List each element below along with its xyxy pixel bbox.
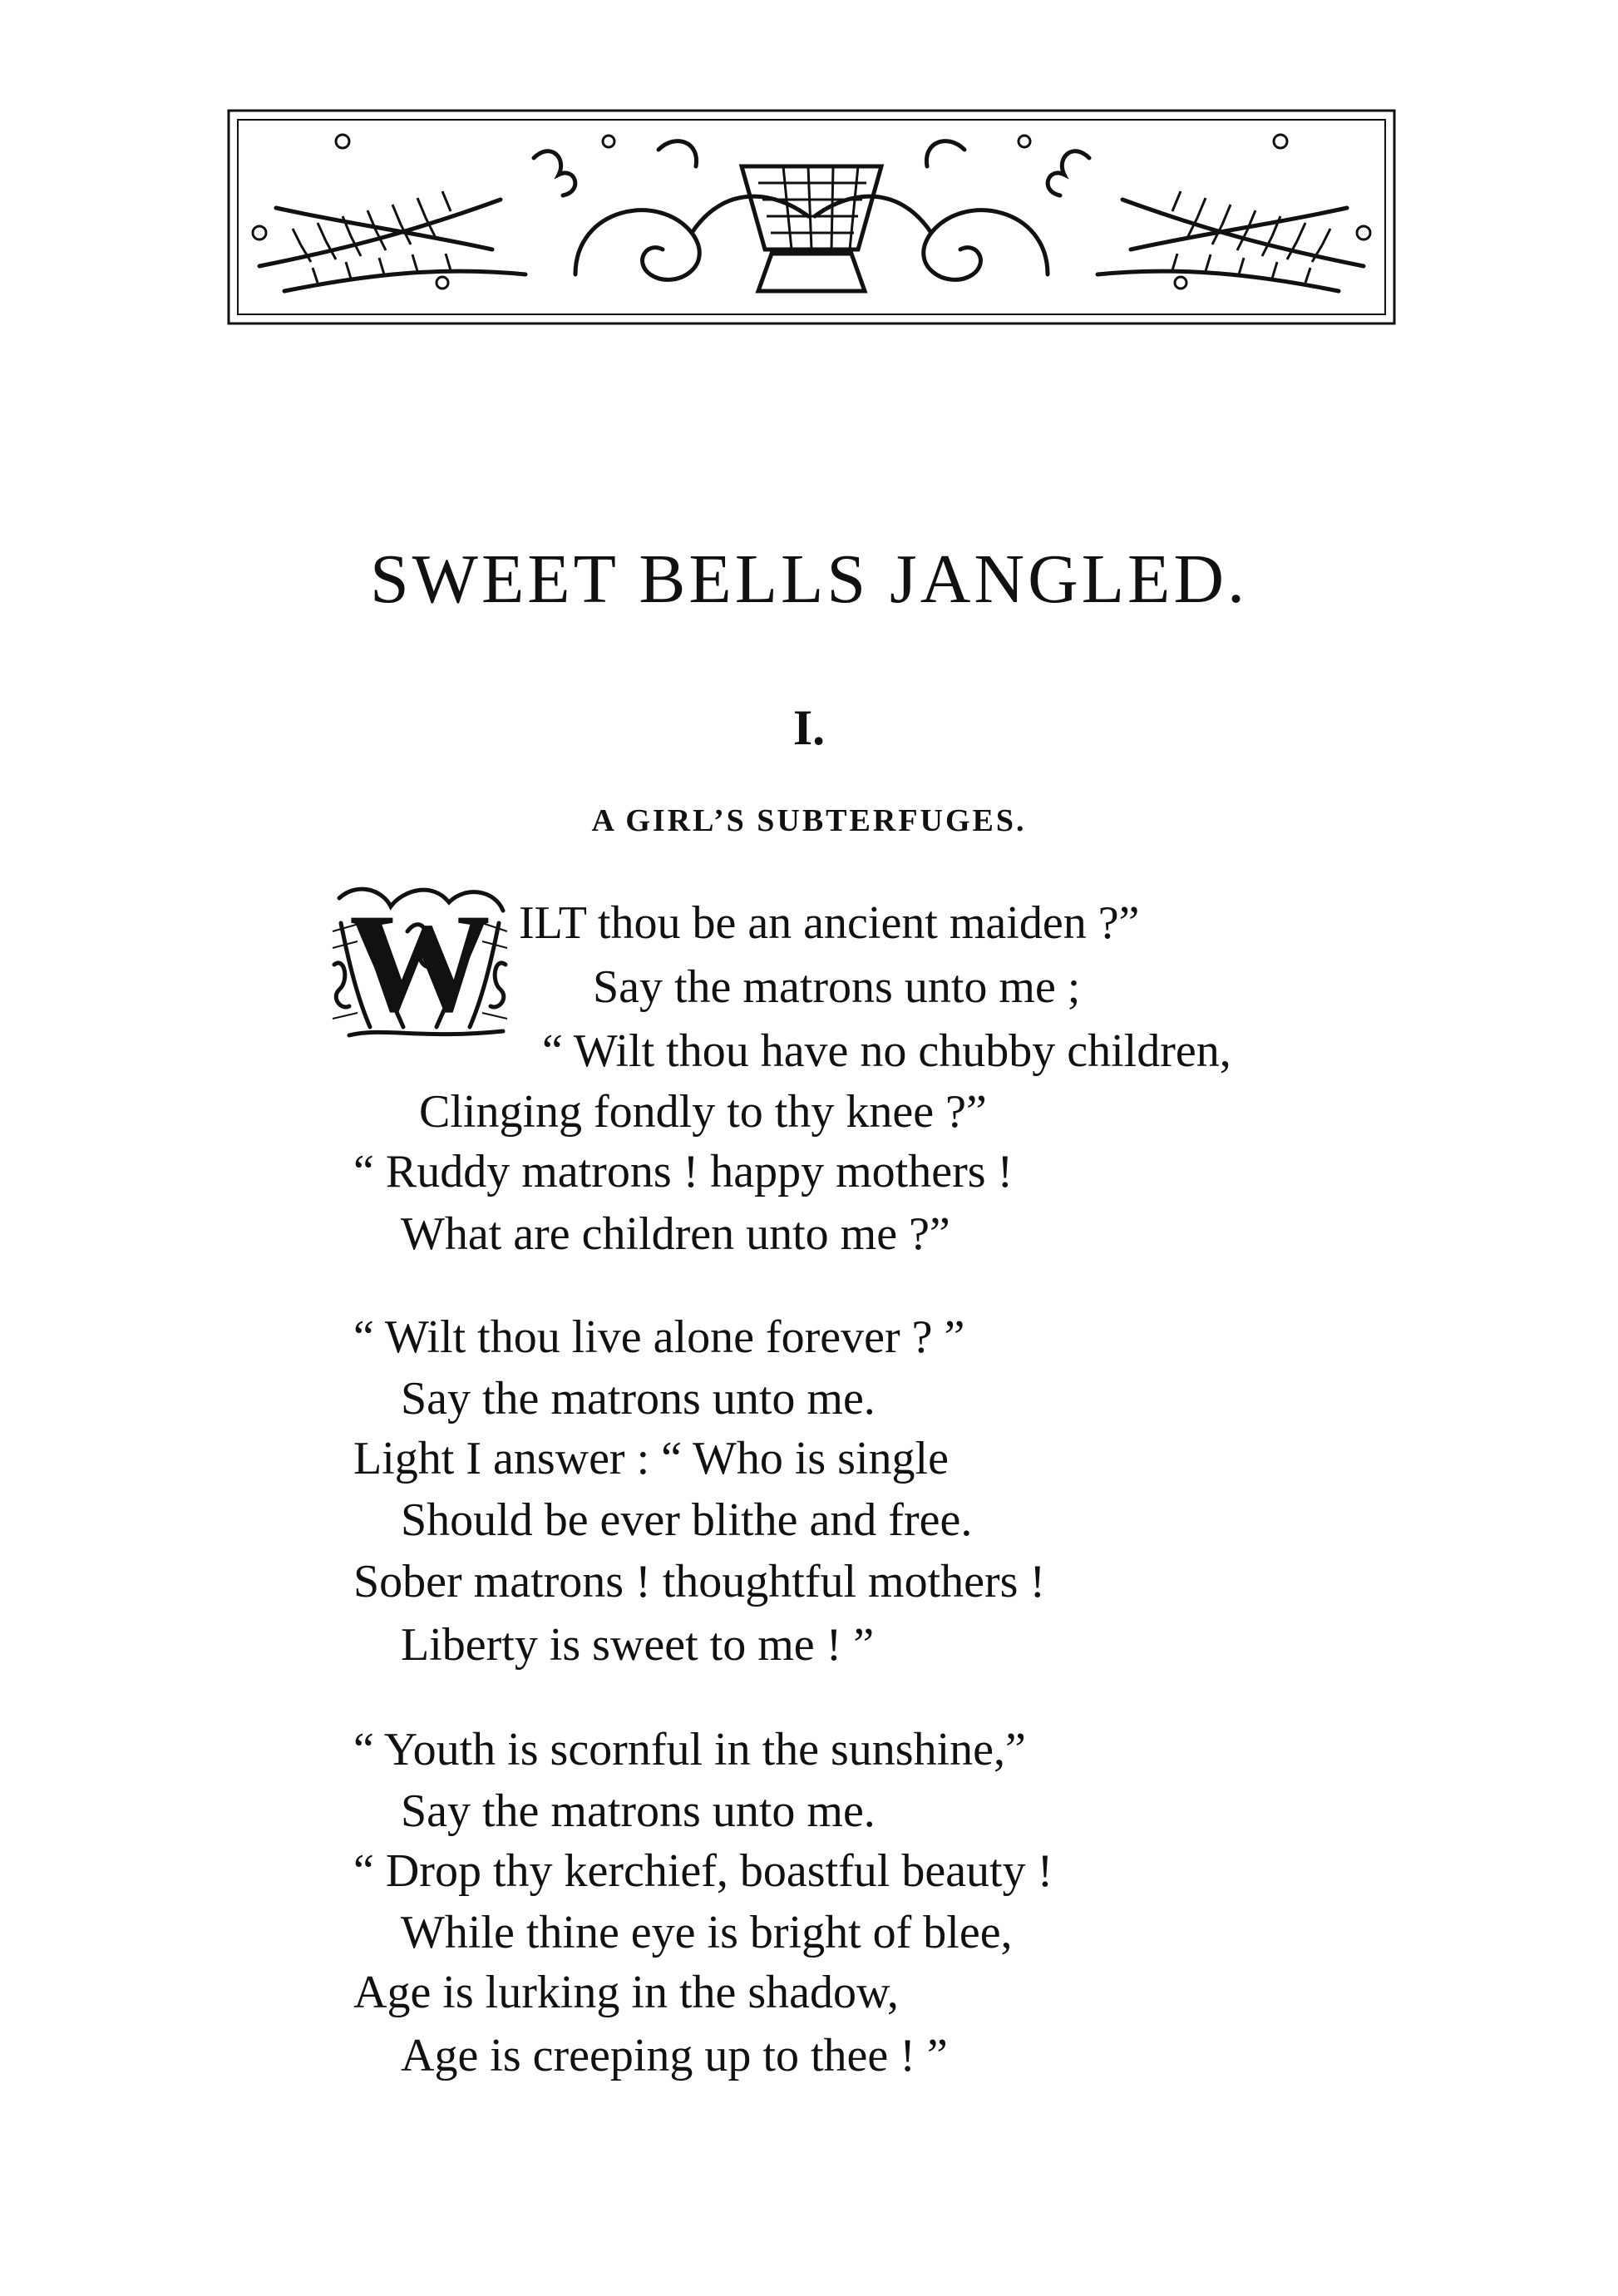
poem-line: Sober matrons ! thoughtful mothers ! xyxy=(353,1556,1046,1607)
poem-line: “ Wilt thou live alone forever ? ” xyxy=(353,1311,965,1363)
poem-line: Should be ever blithe and free. xyxy=(401,1494,973,1546)
poem-line: Say the matrons unto me ; xyxy=(593,961,1081,1013)
poem-line: Age is lurking in the shadow, xyxy=(353,1967,899,2018)
poem-line: “ Youth is scornful in the sunshine,” xyxy=(353,1724,1026,1775)
poem-line: ILT thou be an ancient maiden ?” xyxy=(519,897,1140,949)
poem-line: What are children unto me ?” xyxy=(401,1208,950,1260)
poem-line: “ Wilt thou have no chubby children, xyxy=(542,1025,1231,1077)
poem-line: Clinging fondly to thy knee ?” xyxy=(419,1086,987,1138)
poem-line: Liberty is sweet to me ! ” xyxy=(401,1619,875,1671)
poem-line: Say the matrons unto me. xyxy=(401,1785,876,1837)
poem-line: “ Ruddy matrons ! happy mothers ! xyxy=(353,1146,1014,1197)
poem-line: Light I answer : “ Who is single xyxy=(353,1433,949,1484)
poem-line: While thine eye is bright of blee, xyxy=(401,1907,1013,1958)
part-number: I. xyxy=(792,700,826,755)
dropcap-letter: W xyxy=(349,885,491,1041)
poem-subtitle: A GIRL’S SUBTERFUGES. xyxy=(591,803,1027,838)
poem-title: SWEET BELLS JANGLED. xyxy=(369,541,1249,618)
poem-line: Say the matrons unto me. xyxy=(401,1373,876,1425)
poem-line: Age is creeping up to thee ! ” xyxy=(401,2030,948,2081)
poem-line: “ Drop thy kerchief, boastful beauty ! xyxy=(353,1845,1053,1897)
